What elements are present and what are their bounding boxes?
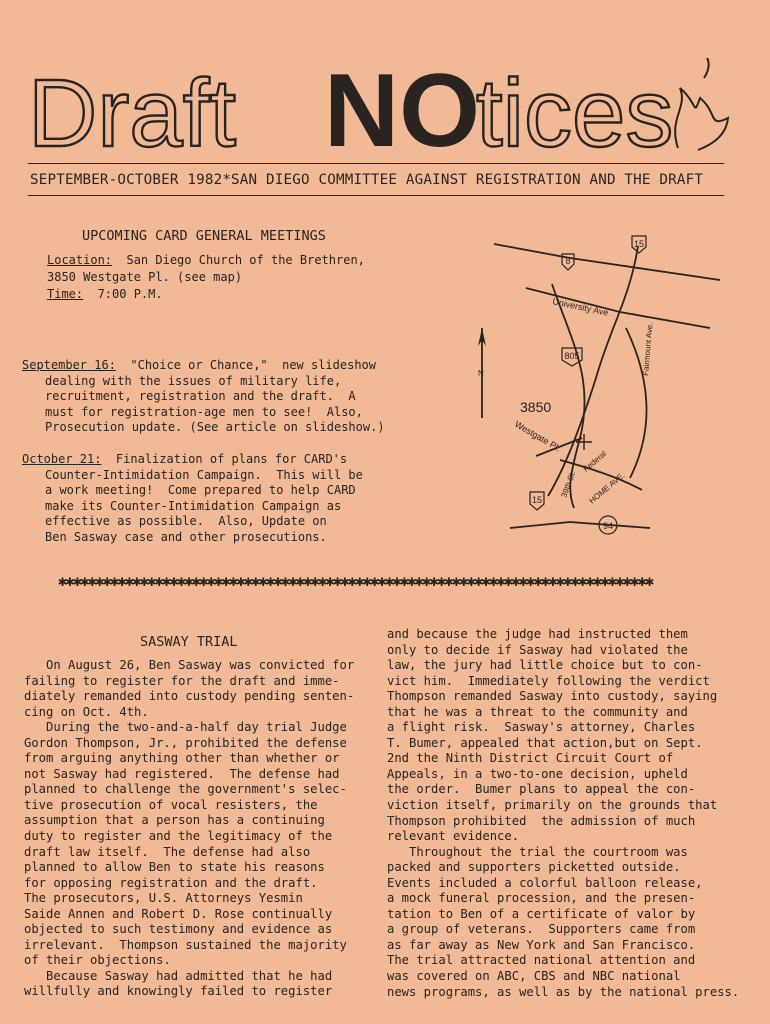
article-line: The trial attracted national attention and: [387, 953, 696, 968]
september-date: September 16:: [22, 358, 116, 372]
address-number: 3850: [520, 399, 552, 415]
october-line: a work meeting! Come prepared to help CARD: [45, 483, 356, 497]
article-line: tive prosecution of vocal resisters, the: [24, 797, 318, 812]
star-divider: ✱✱✱✱✱✱✱✱✱✱✱✱✱✱✱✱✱✱✱✱✱✱✱✱✱✱✱✱✱✱✱✱✱✱✱✱✱✱✱✱✱✱✱✱✱✱✱✱✱✱✱✱✱✱✱✱✱✱✱✱✱✱✱✱✱✱✱✱✱✱✱✱✱✱✱✱✱✱✱✱: [58, 572, 653, 590]
october-line1: Finalization of plans for CARD's: [101, 452, 348, 466]
masthead-tices: tices: [476, 60, 674, 158]
street-federal: Federal: [581, 449, 609, 474]
map-shield-15-lower: [530, 492, 544, 510]
october-line: Counter-Intimidation Campaign. This will be: [45, 467, 363, 482]
shield-label: 15: [633, 239, 645, 249]
dateline-rule-bottom: [28, 195, 724, 196]
september-line1: "Choice or Chance," new slideshow: [115, 358, 377, 372]
october-line: Ben Sasway case and other prosecutions.: [45, 529, 327, 544]
october-date: October 21:: [22, 452, 102, 466]
article-line: packed and supporters picketted outside.: [387, 860, 681, 875]
location-label: Location:: [47, 253, 113, 267]
october-meeting: [22, 452, 363, 545]
location-map: [470, 228, 760, 558]
meetings-heading: UPCOMING CARD GENERAL MEETINGS: [82, 228, 326, 244]
article-line: tation to Ben of a certificate of valor by: [387, 906, 696, 921]
map-highway-94: [510, 522, 650, 528]
article-line: as far away as New York and San Francisco.: [387, 937, 696, 952]
article-line: not Sasway had registered. The defense had: [24, 766, 340, 781]
article-line: objected to such testimony and evidence as: [24, 922, 333, 937]
article-line: a flight risk. Sasway's attorney, Charles: [387, 720, 696, 735]
article-line: irrelevant. Thompson sustained the majority: [24, 937, 347, 952]
article-column-left: [24, 658, 354, 1000]
article-line: On August 26, Ben Sasway was convicted for: [24, 658, 355, 672]
street-home-ave: HOME AVE.: [587, 470, 627, 506]
article-line: Saide Annen and Robert D. Rose continually: [24, 906, 333, 921]
shield-label: 15: [531, 495, 543, 505]
article-line: a mock funeral procession, and the presen-: [387, 891, 696, 906]
article-line: only to decide if Sasway had violated the: [387, 642, 688, 657]
article-line: law, the jury had little choice but to con-: [387, 658, 703, 673]
article-line: failing to register for the draft and imme-: [24, 673, 340, 688]
flame-icon: [675, 58, 728, 150]
article-line: for opposing registration and the draft.: [24, 875, 318, 890]
article-line: Thompson prohibited the admission of much: [387, 813, 696, 828]
article-title: SASWAY TRIAL: [140, 634, 238, 650]
map-university-ave: [526, 288, 710, 328]
location-line2: 3850 Westgate Pl. (see map): [47, 270, 243, 284]
article-line: During the two-and-a-half day trial Judge: [24, 720, 347, 735]
article-line: Appeals, in a two-to-one decision, upheld: [387, 766, 688, 781]
article-line: Events included a colorful balloon release,: [387, 875, 703, 890]
september-line: Prosecution update. (See article on slideshow.): [45, 420, 385, 434]
article-line: news programs, as well as by the national press.: [387, 984, 740, 999]
article-line: draft law itself. The defense had also: [24, 844, 311, 859]
article-line: willfully and knowingly failed to register: [24, 984, 333, 999]
article-column-right: [387, 627, 739, 1000]
shield-label: 94: [602, 521, 614, 531]
september-line: must for registration-age men to see! Also,: [45, 404, 363, 419]
map-shield-15: [632, 236, 646, 253]
article-line: Thompson remanded Sasway into custody, saying: [387, 689, 718, 704]
street-fairmount: Fairmount Ave.: [641, 321, 655, 377]
september-line: dealing with the issues of military life,: [45, 373, 342, 388]
article-line: diately remanded into custody pending senten-: [24, 689, 355, 704]
article-line: from arguing anything other than whether or: [24, 751, 340, 766]
article-line: planned to allow Ben to state his reasons: [24, 860, 325, 875]
time-value: 7:00 P.M.: [83, 287, 163, 301]
meeting-info: [47, 252, 365, 303]
article-line: of their objections.: [24, 953, 171, 968]
street-westgate: Westgate Pl.: [513, 419, 563, 454]
september-meeting: [22, 358, 385, 436]
dateline: SEPTEMBER-OCTOBER 1982*SAN DIEGO COMMITTEE AGAINST REGISTRATION AND THE DRAFT: [30, 172, 704, 188]
article-line: the order. Bumer plans to appeal the con-: [387, 782, 696, 797]
location-marker-icon: [576, 434, 592, 450]
article-line: Throughout the trial the courtroom was: [387, 844, 688, 859]
article-line: planned to challenge the government's selec-: [24, 782, 347, 797]
article-line: a group of veterans. Supporters came from: [387, 922, 696, 937]
article-line: cing on Oct. 4th.: [24, 704, 149, 719]
time-label: Time:: [47, 287, 84, 301]
map-highway-8: [494, 244, 720, 280]
october-line: effective as possible. Also, Update on: [45, 514, 327, 528]
north-label: N: [478, 369, 484, 378]
article-line: duty to register and the legitimacy of the: [24, 829, 333, 844]
article-line: viction itself, primarily on the grounds that: [387, 798, 718, 813]
shield-label: 8: [565, 256, 571, 266]
article-line: was covered on ABC, CBS and NBC national: [387, 969, 681, 984]
article-line: 2nd the Ninth District Circuit Court of: [387, 751, 674, 766]
article-line: The prosecutors, U.S. Attorneys Yesmin: [24, 891, 303, 906]
masthead-draft: Draft: [28, 60, 237, 158]
september-line: recruitment, registration and the draft. A: [45, 389, 356, 403]
article-line: assumption that a person has a continuing: [24, 813, 325, 828]
shield-label: 805: [564, 351, 580, 361]
masthead-title: [28, 58, 740, 158]
article-line: and because the judge had instructed them: [387, 627, 688, 641]
article-line: Because Sasway had admitted that he had: [24, 968, 333, 983]
article-line: that he was a threat to the community and: [387, 704, 688, 719]
dateline-rule-top: [28, 163, 724, 164]
masthead-no: NO: [324, 58, 480, 158]
street-39th: 39th St.: [559, 469, 578, 499]
article-line: vict him. Immediately following the verdict: [387, 673, 710, 688]
location-line1: San Diego Church of the Brethren,: [112, 253, 365, 267]
street-university: University Ave: [551, 296, 610, 318]
article-line: Gordon Thompson, Jr., prohibited the defense: [24, 735, 347, 750]
article-line: T. Bumer, appealed that action,but on Sept.: [387, 735, 703, 750]
october-line: make its Counter-Intimidation Campaign as: [45, 498, 342, 513]
article-line: relevant evidence.: [387, 829, 520, 844]
